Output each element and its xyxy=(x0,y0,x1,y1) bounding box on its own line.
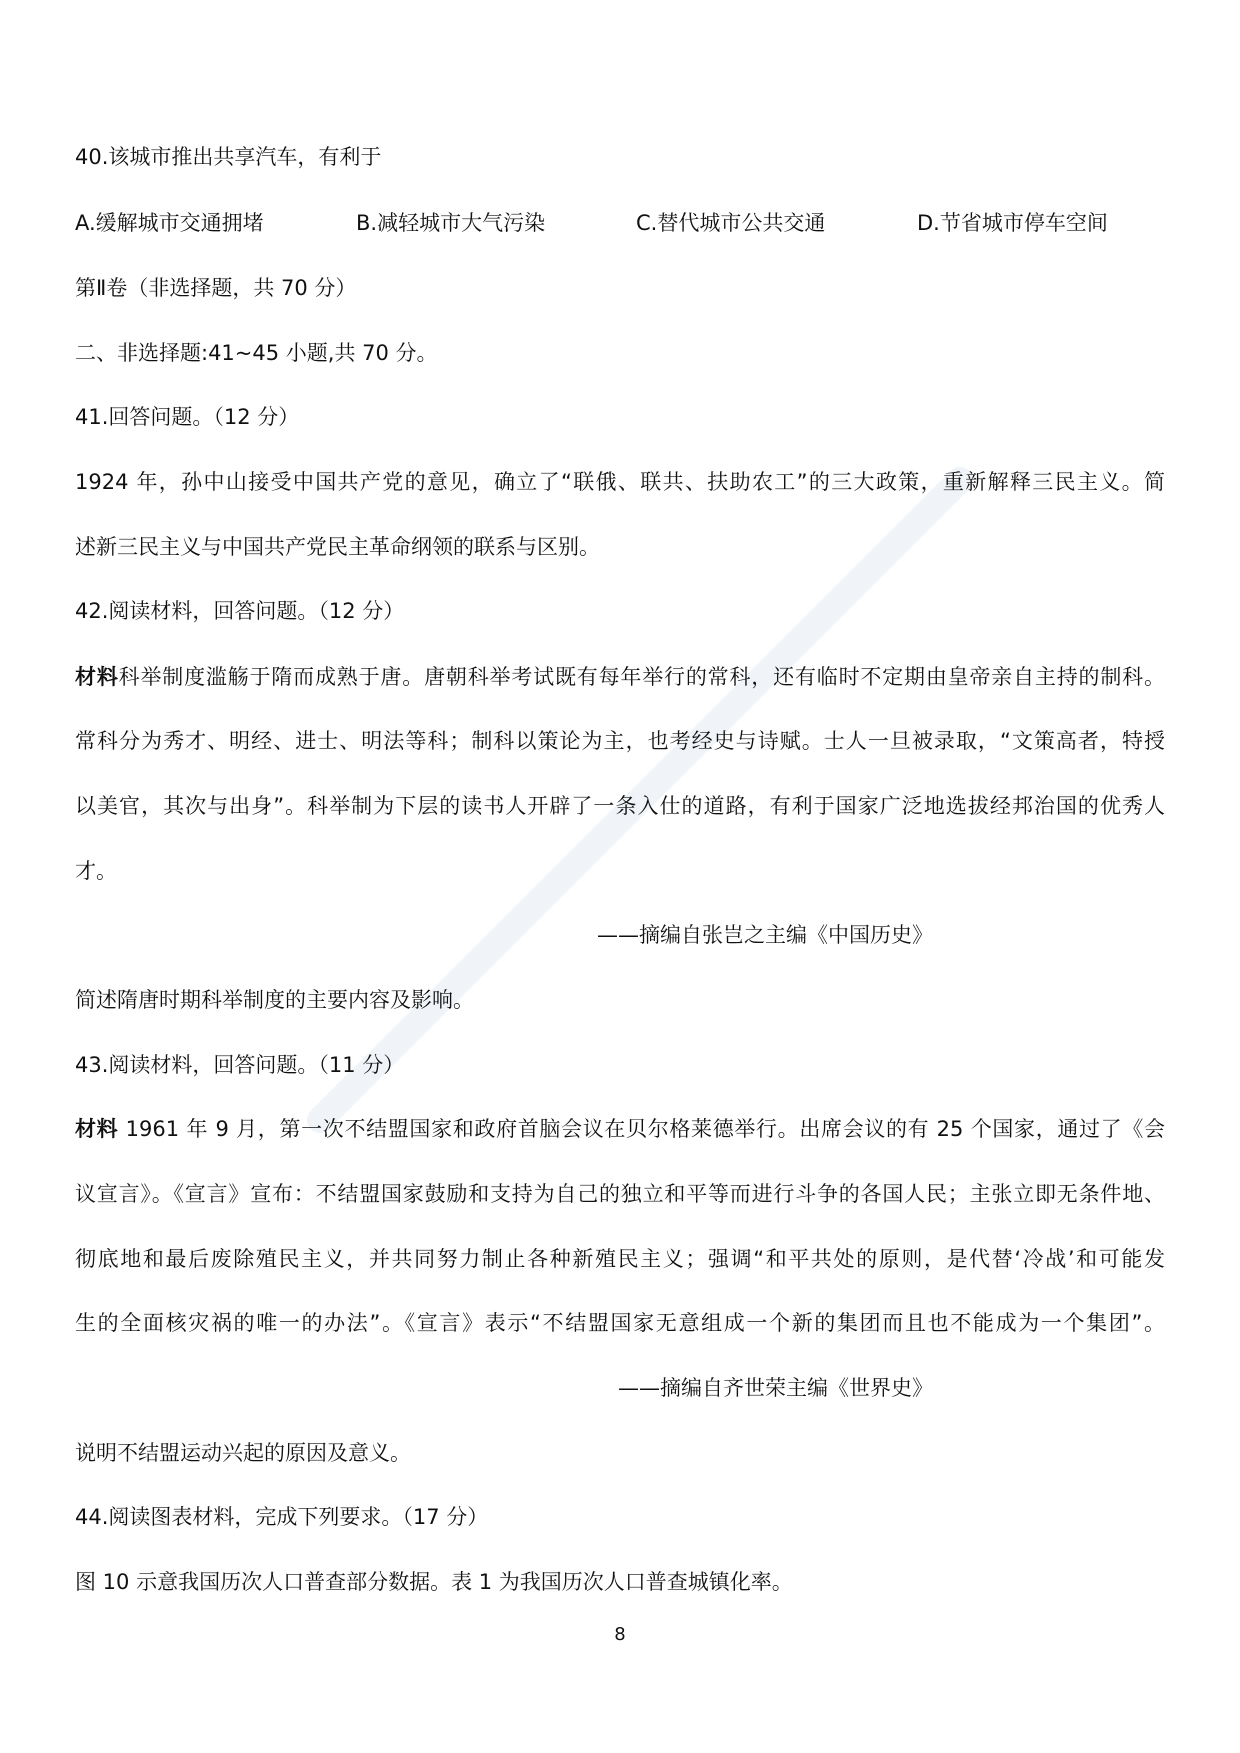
q42-material-label: 材料 xyxy=(75,665,119,689)
q42-material-line4: 才。 xyxy=(75,859,117,883)
q43-source: ——摘编自齐世荣主编《世界史》 xyxy=(618,1376,933,1400)
page-number: 8 xyxy=(614,1624,626,1645)
q40-option-b: B.减轻城市大气污染 xyxy=(356,211,546,235)
q43-question: 说明不结盟运动兴起的原因及意义。 xyxy=(75,1441,411,1465)
q40-option-d: D.节省城市停车空间 xyxy=(917,211,1108,235)
q43-material-text1: 1961 年 9 月，第一次不结盟国家和政府首脑会议在贝尔格莱德举行。出席会议的有 25 个国家，通过了《会 xyxy=(118,1117,1166,1141)
q41-body-line1: 1924 年，孙中山接受中国共产党的意见，确立了“联俄、联共、扶助农工”的三大政策，重新解释三民主义。简 xyxy=(75,470,1165,494)
q42-stem: 42.阅读材料，回答问题。（12 分） xyxy=(75,599,405,623)
part-title: 二、非选择题:41~45 小题,共 70 分。 xyxy=(75,341,438,365)
q40-stem: 40.该城市推出共享汽车，有利于 xyxy=(75,145,382,169)
q44-stem: 44.阅读图表材料，完成下列要求。（17 分） xyxy=(75,1505,489,1529)
q40-option-a: A.缓解城市交通拥堵 xyxy=(75,211,264,235)
q42-material-line2: 常科分为秀才、明经、进士、明法等科；制科以策论为主，也考经史与诗赋。士人一旦被录取，“文策高者，特授 xyxy=(75,729,1165,753)
q41-body-line2: 述新三民主义与中国共产党民主革命纲领的联系与区别。 xyxy=(75,535,600,559)
q41-stem: 41.回答问题。（12 分） xyxy=(75,405,300,429)
q44-intro: 图 10 示意我国历次人口普查部分数据。表 1 为我国历次人口普查城镇化率。 xyxy=(75,1570,793,1594)
q40-option-c: C.替代城市公共交通 xyxy=(636,211,826,235)
q43-material-line2: 议宣言》。《宣言》宣布：不结盟国家鼓励和支持为自己的独立和平等而进行斗争的各国人民；主张立即无条件地、 xyxy=(75,1182,1165,1206)
q43-material-label: 材料 xyxy=(75,1117,119,1141)
q42-material-line3: 以美官，其次与出身”。科举制为下层的读书人开辟了一条入仕的道路，有利于国家广泛地选拔经邦治国的优秀人 xyxy=(75,794,1165,818)
q43-material-line4: 生的全面核灾祸的唯一的办法”。《宣言》表示“不结盟国家无意组成一个新的集团而且也不能成为一个集团”。 xyxy=(75,1311,1165,1335)
q43-material-line3: 彻底地和最后废除殖民主义，并共同努力制止各种新殖民主义；强调“和平共处的原则，是代替‘冷战’和可能发 xyxy=(75,1247,1165,1271)
volume-title: 第Ⅱ卷（非选择题，共 70 分） xyxy=(75,276,357,300)
q43-stem: 43.阅读材料，回答问题。（11 分） xyxy=(75,1053,405,1077)
q42-source: ——摘编自张岂之主编《中国历史》 xyxy=(597,923,933,947)
q43-material-line1 xyxy=(75,1115,1165,1143)
q42-material-line1 xyxy=(75,663,1165,691)
q42-question: 简述隋唐时期科举制度的主要内容及影响。 xyxy=(75,988,474,1012)
q42-material-text1: 科举制度滥觞于隋而成熟于唐。唐朝科举考试既有每年举行的常科，还有临时不定期由皇帝亲自主持的制科。 xyxy=(118,665,1166,689)
